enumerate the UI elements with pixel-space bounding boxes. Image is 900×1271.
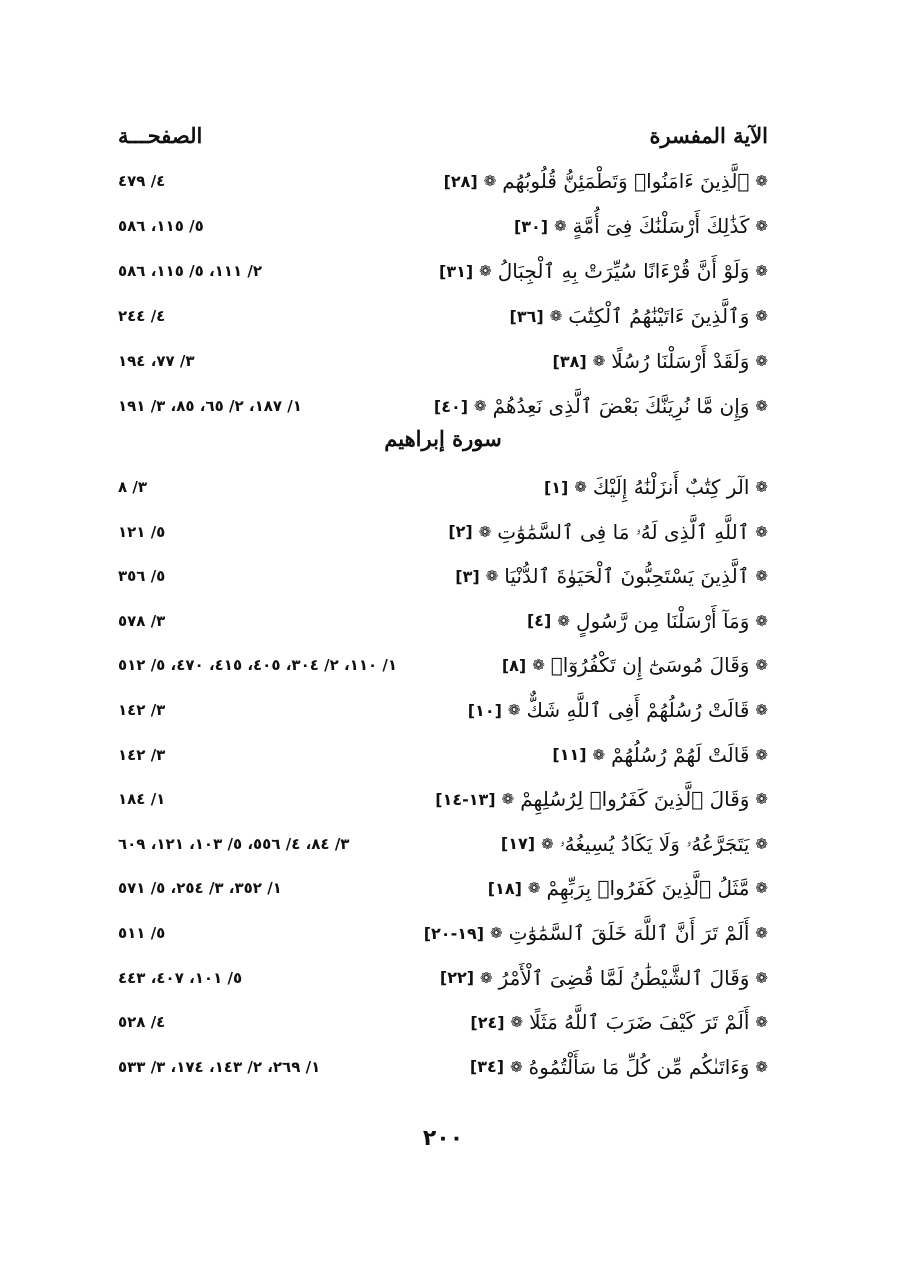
ornament-close-icon: ❁ [554,217,567,235]
index-row [118,391,768,421]
ornament-close-icon: ❁ [541,834,554,853]
page-references: ٣/ ٨٤، ٤/ ٥٥٦، ٥/ ١٠٣، ١٢١، ٦٠٩ [118,834,350,853]
index-row [118,1007,768,1037]
verse-entry [448,520,768,544]
ornament-open-icon: ❁ [755,217,768,235]
verse-entry [510,304,768,328]
ornament-close-icon: ❁ [478,522,492,541]
page-references: ٣/ ١٤٢ [118,745,166,764]
index-row [118,873,768,903]
page-references: ١/ ١١٠، ٢/ ٣٠٤، ٤٠٥، ٤١٥، ٤٧٠، ٥/ ٥١٢ [118,656,397,675]
index-row [118,829,768,859]
verse-text: قَالَتْ رُسُلُهُمْ أَفِى ٱللَّهِ شَكٌّ [526,698,750,722]
ornament-close-icon: ❁ [510,1013,524,1032]
index-row [118,256,768,286]
page-references: ٥/ ١٠١، ٤٠٧، ٤٤٣ [118,968,243,987]
verse-text: وَٱلَّذِينَ ءَاتَيْنَٰهُمُ ٱلْكِتَٰبَ [568,304,750,328]
verse-number: [٣] [455,566,480,586]
ornament-open-icon: ❁ [755,834,768,853]
ornament-open-icon: ❁ [755,478,768,496]
verse-entry [434,394,768,418]
page-references: ٣/ ٨ [118,478,148,496]
index-row [118,517,768,547]
ornament-open-icon: ❁ [755,701,768,719]
page-references: ٥/ ١٢١ [118,522,166,541]
ornament-close-icon: ❁ [501,790,515,809]
verse-text: وَإِن مَّا نُرِيَنَّكَ بَعْضَ ٱلَّذِى نَعِدُهُمْ [492,394,750,418]
ornament-open-icon: ❁ [755,567,768,586]
page-references: ١/ ٢٦٩، ٢/ ١٤٣، ١٧٤، ٣/ ٥٣٣ [118,1057,321,1076]
verse-entry [553,349,768,373]
verse-entry [501,832,768,856]
verse-entry [514,214,768,238]
verse-number: [١٣-١٤] [435,789,496,809]
verse-text: ٱلَّذِينَ يَسْتَحِبُّونَ ٱلْحَيَوٰةَ ٱلدُّنْيَا [504,564,750,589]
verse-text: قَالَتْ لَهُمْ رُسُلُهُمْ [611,742,750,767]
ornament-open-icon: ❁ [755,307,768,325]
ornament-open-icon: ❁ [755,611,768,630]
ornament-close-icon: ❁ [485,567,499,586]
index-row [118,606,768,636]
verse-text: وَءَاتَىٰكُم مِّن كُلِّ مَا سَأَلْتُمُوهُ [528,1054,750,1079]
verse-number: [٣٤] [469,1057,505,1077]
verse-number: [٤٠] [433,396,469,416]
ornament-close-icon: ❁ [557,611,570,630]
verse-text: وَلَقَدْ أَرْسَلْنَا رُسُلًا [611,349,750,373]
verse-number: [٣٠] [513,216,549,236]
index-row [118,740,768,770]
page-references: ٥/ ٣٥٦ [118,567,166,586]
verse-number: [٢] [448,522,473,542]
index-row [118,346,768,376]
verse-text: ٱللَّهِ ٱلَّذِى لَهُۥ مَا فِى ٱلسَّمَٰوَٰتِ [497,519,750,544]
page-references: ٣/ ١٤٢ [118,701,166,719]
verse-number: [٢٨] [443,171,478,191]
ornament-close-icon: ❁ [479,262,492,280]
verse-text: يَتَجَرَّعُهُۥ وَلَا يَكَادُ يُسِيغُهُۥ [559,831,750,856]
ornament-open-icon: ❁ [755,522,768,541]
index-row [118,1052,768,1082]
verse-number: [٢٢] [439,968,475,988]
ornament-close-icon: ❁ [592,352,606,370]
verse-entry [544,475,768,499]
verse-entry [444,169,768,193]
ornament-open-icon: ❁ [755,879,768,898]
ornament-open-icon: ❁ [755,397,768,415]
ornament-close-icon: ❁ [510,1057,523,1076]
index-row [118,166,768,196]
page-references: ٥/ ٥١١ [118,924,166,942]
verse-number: [٤] [526,611,552,631]
page-number: ٢٠٠ [422,1126,464,1151]
index-row [118,784,768,814]
verse-number: [٣١] [439,261,474,281]
verse-entry [440,966,768,990]
surah-title: سورة إبراهيم [384,426,502,451]
ornament-open-icon: ❁ [755,352,768,370]
verse-entry [468,698,768,722]
index-page [118,0,768,1271]
index-row [118,963,768,993]
verse-number: [٢٤] [470,1012,505,1032]
verse-text: وَقَالَ مُوسَىٰٓ إِن تَكْفُرُوٓا۟ [550,653,750,678]
verse-text: أَلَمْ تَرَ كَيْفَ ضَرَبَ ٱللَّهُ مَثَلًا [529,1010,750,1035]
ornament-close-icon: ❁ [490,924,503,942]
page-references: ١/ ١٨٧، ٢/ ٦٥، ٨٥، ٣/ ١٩١ [118,397,302,415]
verse-number: [٣٦] [509,306,544,326]
page-references: ٣/ ٥٧٨ [118,611,166,630]
page-references: ٥/ ١١٥، ٥٨٦ [118,217,204,235]
verse-column-header: الآية المفسرة [649,122,768,148]
ornament-open-icon: ❁ [755,1013,768,1032]
ornament-close-icon: ❁ [483,172,497,190]
verse-entry [470,1055,768,1079]
verse-entry [435,787,768,811]
index-row [118,301,768,331]
verse-text: وَمَآ أَرْسَلْنَا مِن رَّسُولٍ [575,608,750,633]
verse-entry [439,259,768,283]
ornament-open-icon: ❁ [755,924,768,942]
verse-number: [١١] [552,745,587,765]
ornament-open-icon: ❁ [755,968,768,987]
index-row [118,918,768,948]
page-references: ٤/ ٥٢٨ [118,1013,166,1032]
index-row [118,650,768,680]
verse-text: وَقَالَ ٱلشَّيْطَٰنُ لَمَّا قُضِىَ ٱلْأَمْرُ [498,965,750,990]
verse-text: كَذَٰلِكَ أَرْسَلْنَٰكَ فِىٓ أُمَّةٍ [572,214,750,238]
index-row [118,561,768,591]
verse-number: [١٨] [487,878,522,898]
verse-entry [455,564,768,588]
verse-text: مَّثَلُ ٱلَّذِينَ كَفَرُوا۟ بِرَبِّهِمْ [546,876,750,901]
page-references: ٢/ ١١١، ٥/ ١١٥، ٥٨٦ [118,262,262,280]
ornament-open-icon: ❁ [755,172,768,190]
verse-entry [527,609,768,633]
verse-number: [٣٨] [552,351,587,371]
verse-text: وَلَوْ أَنَّ قُرْءَانًا سُيِّرَتْ بِهِ ٱلْجِبَالُ [497,259,750,283]
verse-entry [488,876,768,900]
verse-entry [424,921,768,945]
verse-text: ٱلَّذِينَ ءَامَنُوا۟ وَتَطْمَئِنُّ قُلُوبُهُم [502,169,750,193]
ornament-close-icon: ❁ [574,478,587,496]
page-references: ١/ ٣٥٢، ٣/ ٢٥٤، ٥/ ٥٧١ [118,879,282,898]
page-references: ٤/ ٢٤٤ [118,307,166,325]
ornament-open-icon: ❁ [755,790,768,809]
ornament-close-icon: ❁ [532,656,545,675]
ornament-close-icon: ❁ [480,968,493,987]
ornament-close-icon: ❁ [527,879,541,898]
column-headers [118,118,768,152]
ornament-open-icon: ❁ [755,1057,768,1076]
ornament-open-icon: ❁ [755,745,768,764]
ornament-close-icon: ❁ [474,397,487,415]
verse-text: أَلَمْ تَرَ أَنَّ ٱللَّهَ خَلَقَ ٱلسَّمَٰوَٰتِ [508,921,750,945]
verse-entry [552,743,768,767]
page-column-header: الصفحـــة [118,122,203,148]
index-row [118,211,768,241]
verse-number: [٨] [501,655,527,675]
verse-text: الٓر كِتَٰبٌ أَنزَلْنَٰهُ إِلَيْكَ [592,475,750,499]
index-row [118,472,768,502]
page-references: ٣/ ٧٧، ١٩٤ [118,352,195,370]
ornament-close-icon: ❁ [592,745,606,764]
ornament-open-icon: ❁ [755,262,768,280]
ornament-close-icon: ❁ [549,307,563,325]
verse-number: [١٩-٢٠] [423,923,485,943]
verse-text: وَقَالَ ٱلَّذِينَ كَفَرُوا۟ لِرُسُلِهِمْ [520,787,750,812]
ornament-open-icon: ❁ [755,656,768,675]
index-row [118,695,768,725]
verse-number: [١٠] [467,700,502,720]
verse-number: [١٧] [500,834,536,854]
page-references: ١/ ١٨٤ [118,790,166,809]
ornament-close-icon: ❁ [507,701,521,719]
verse-number: [١] [543,477,569,497]
verse-entry [470,1010,768,1034]
verse-entry [502,653,768,677]
page-references: ٤/ ٤٧٩ [118,172,166,190]
